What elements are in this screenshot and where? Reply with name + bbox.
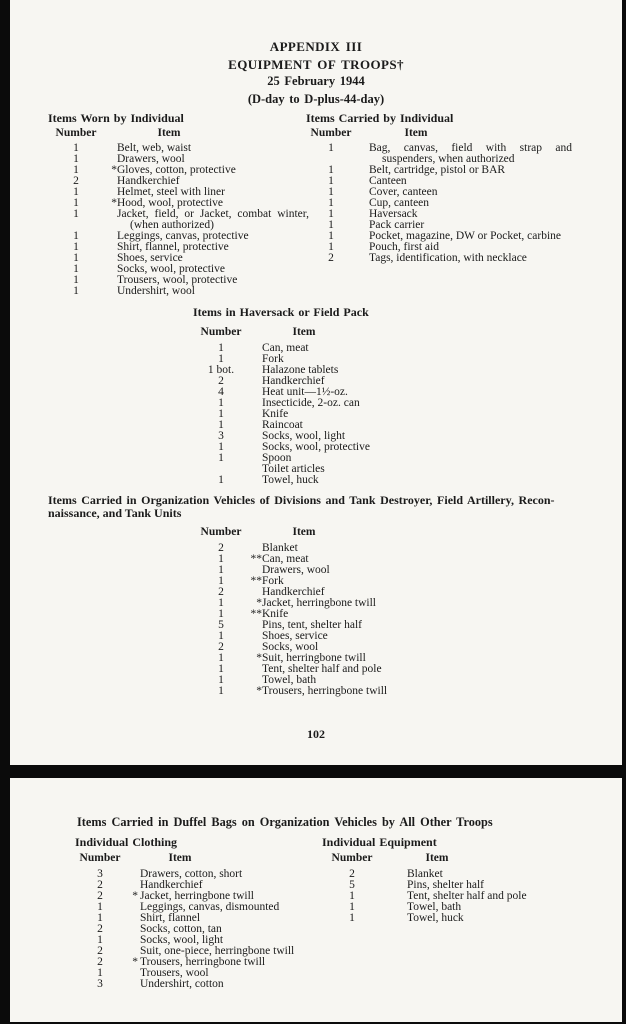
item-asterisk — [356, 220, 369, 231]
item-asterisk: * — [111, 197, 117, 209]
item-asterisk — [382, 902, 395, 913]
item-count: 1 — [218, 441, 224, 453]
column-header-row — [75, 852, 322, 865]
section-heading: Items Worn by Individual — [48, 111, 184, 125]
item-asterisk — [249, 354, 262, 365]
item-asterisk: ** — [250, 575, 262, 587]
item-label: Socks, wool, light — [262, 430, 346, 442]
item-count: 1 — [328, 197, 334, 209]
item-count: 1 — [218, 353, 224, 365]
table-row — [306, 143, 606, 165]
item-count: 1 — [218, 408, 224, 420]
item-count: 1 bot. — [207, 364, 235, 376]
item-count: 1 — [73, 186, 79, 198]
item-label: Leggings, canvas, protective — [117, 230, 249, 242]
item-count: 2 — [218, 586, 224, 598]
column-header-row — [193, 526, 622, 539]
item-count: 1 — [218, 419, 224, 431]
page-number: 102 — [307, 727, 325, 741]
item-label: Knife — [262, 408, 289, 420]
page-102 — [10, 0, 622, 765]
document-date: 25 February 1944 — [267, 74, 365, 88]
table-row — [193, 653, 622, 664]
item-asterisk — [356, 198, 369, 209]
item-count: 5 — [349, 879, 355, 891]
item-label: Tent, shelter half and pole — [407, 890, 527, 902]
table-row — [193, 442, 622, 453]
item-label: Socks, wool — [262, 641, 319, 653]
item-label: Suit, one-piece, herringbone twill — [140, 945, 295, 957]
item-asterisk: ** — [250, 608, 262, 620]
table-row — [306, 231, 606, 242]
table-row — [193, 409, 622, 420]
item-count: 2 — [328, 252, 334, 264]
items-list — [193, 343, 622, 486]
item-asterisk — [249, 464, 262, 475]
number-column-header: Number — [200, 326, 242, 338]
item-count: 1 — [328, 230, 334, 242]
item-label: Insecticide, 2-oz. can — [262, 397, 360, 409]
section-heading-line1: Items Carried in Organization Vehicles of Divisions and Tank Destroyer, Field Artillery, Recon- — [48, 493, 555, 507]
item-count: 1 — [328, 241, 334, 253]
item-count: 1 — [73, 263, 79, 275]
table-row — [306, 198, 606, 209]
table-row — [306, 187, 606, 198]
section-organization-vehicles — [10, 494, 622, 697]
section-items-carried — [306, 112, 606, 297]
item-label: Drawers, cotton, short — [140, 868, 243, 880]
item-label: Undershirt, cotton — [140, 978, 224, 990]
item-asterisk — [104, 143, 117, 154]
column-header-row — [322, 852, 612, 865]
item-count: 2 — [349, 868, 355, 880]
item-count: 2 — [97, 923, 103, 935]
section-haversack — [193, 306, 622, 486]
item-asterisk — [104, 176, 117, 187]
item-count: 1 — [218, 575, 224, 587]
item-count: 3 — [218, 430, 224, 442]
number-column-header: Number — [200, 526, 242, 538]
item-count: 3 — [97, 978, 103, 990]
table-row — [193, 686, 622, 697]
item-count: 1 — [73, 230, 79, 242]
table-row — [193, 387, 622, 398]
document-subtitle: (D-day to D-plus-44-day) — [247, 91, 385, 106]
item-label: Handkerchief — [262, 375, 325, 387]
item-asterisk — [382, 880, 395, 891]
item-label: Handkerchief — [140, 879, 203, 891]
item-count: 1 — [73, 197, 79, 209]
item-label: Pocket, magazine, DW or Pocket, carbine — [369, 230, 562, 242]
item-column-header: Item — [168, 852, 192, 864]
item-column-header: Item — [292, 526, 316, 538]
item-count: 1 — [218, 663, 224, 675]
item-asterisk: * — [132, 956, 138, 968]
item-asterisk — [125, 924, 138, 935]
item-column-header: Item — [292, 326, 316, 338]
section-heading: Individual Clothing — [75, 835, 178, 849]
item-label: Fork — [262, 575, 284, 587]
item-count: 1 — [218, 674, 224, 686]
page-break-gap — [10, 765, 622, 778]
item-count: 1 — [218, 564, 224, 576]
item-count: 1 — [73, 241, 79, 253]
item-count: 1 — [218, 553, 224, 565]
item-count: 1 — [328, 142, 334, 154]
table-row — [193, 365, 622, 376]
item-count: 1 — [218, 597, 224, 609]
item-label: Cup, canteen — [369, 197, 430, 209]
item-label: Pins, tent, shelter half — [262, 619, 362, 631]
table-row — [193, 664, 622, 675]
item-label: Towel, huck — [407, 912, 464, 924]
organization-vehicles-table — [193, 526, 622, 697]
item-label: Hood, wool, protective — [117, 197, 224, 209]
item-count: 2 — [218, 542, 224, 554]
item-count: 1 — [97, 912, 103, 924]
item-label: Socks, cotton, tan — [140, 923, 222, 935]
item-label: Can, meat — [262, 553, 309, 565]
column-header-row — [48, 127, 306, 140]
item-asterisk — [125, 935, 138, 946]
item-asterisk — [382, 891, 395, 902]
item-label: Tent, shelter half and pole — [262, 663, 382, 675]
item-count: 1 — [97, 934, 103, 946]
item-count: 2 — [218, 641, 224, 653]
item-count: 1 — [218, 342, 224, 354]
item-count: 2 — [97, 890, 103, 902]
table-row — [306, 176, 606, 187]
item-asterisk: * — [132, 890, 138, 902]
item-label: Knife — [262, 608, 289, 620]
item-asterisk — [125, 968, 138, 979]
section-heading: Individual Equipment — [322, 835, 437, 849]
table-row — [193, 376, 622, 387]
item-count: 1 — [73, 208, 79, 220]
number-column-header: Number — [55, 127, 97, 139]
item-label: Towel, huck — [262, 474, 319, 486]
item-label: Jacket, herringbone twill — [140, 890, 255, 902]
item-asterisk — [382, 869, 395, 880]
page-103-top — [10, 778, 622, 1022]
column-header-row — [306, 127, 606, 140]
item-count: 1 — [218, 474, 224, 486]
item-label: Fork — [262, 353, 284, 365]
section-heading: Items Carried by Individual — [306, 111, 454, 125]
item-asterisk: * — [256, 652, 262, 664]
item-label: Suit, herringbone twill — [262, 652, 366, 664]
item-label: Socks, wool, protective — [117, 263, 225, 275]
item-count: 1 — [328, 175, 334, 187]
item-count: 1 — [73, 285, 79, 297]
item-label: Cover, canteen — [369, 186, 438, 198]
item-asterisk — [249, 409, 262, 420]
item-asterisk — [356, 143, 369, 165]
item-count: 1 — [73, 274, 79, 286]
item-count: 1 — [218, 397, 224, 409]
item-asterisk — [104, 253, 117, 264]
item-label: Towel, bath — [262, 674, 317, 686]
item-label: Shoes, service — [262, 630, 328, 642]
item-count: 1 — [349, 912, 355, 924]
item-asterisk — [356, 231, 369, 242]
item-asterisk — [249, 442, 262, 453]
item-count: 1 — [218, 685, 224, 697]
item-asterisk — [356, 253, 369, 264]
item-label: Leggings, canvas, dismounted — [140, 901, 280, 913]
item-asterisk: ** — [250, 553, 262, 565]
item-asterisk — [356, 209, 369, 220]
table-row — [322, 891, 612, 902]
item-label: Drawers, wool — [262, 564, 330, 576]
item-count: 2 — [73, 175, 79, 187]
items-list — [75, 869, 322, 990]
item-count: 1 — [218, 652, 224, 664]
item-count: 1 — [73, 153, 79, 165]
item-column-header: Item — [425, 852, 449, 864]
item-asterisk — [125, 869, 138, 880]
item-asterisk — [356, 165, 369, 176]
appendix-title: APPENDIX III — [269, 39, 363, 54]
item-asterisk — [249, 398, 262, 409]
item-asterisk — [249, 365, 262, 376]
item-asterisk — [249, 431, 262, 442]
individual-items-columns — [10, 112, 622, 297]
item-count: 1 — [218, 452, 224, 464]
items-list — [48, 142, 309, 297]
item-count: 1 — [97, 967, 103, 979]
item-label: Belt, web, waist — [117, 142, 192, 154]
item-label: Raincoat — [262, 419, 303, 431]
section-heading: Items in Haversack or Field Pack — [193, 305, 369, 319]
item-count: 5 — [218, 619, 224, 631]
table-row — [75, 979, 322, 990]
item-label: Helmet, steel with liner — [117, 186, 225, 198]
item-asterisk — [104, 275, 117, 286]
table-row — [306, 209, 606, 220]
item-count: 3 — [97, 868, 103, 880]
section-individual-equipment — [322, 836, 612, 990]
item-asterisk — [356, 176, 369, 187]
item-count: 1 — [73, 252, 79, 264]
table-row — [193, 453, 622, 464]
item-label: Trousers, wool, protective — [117, 274, 238, 286]
section-heading-line2: naissance, and Tank Units — [48, 505, 182, 520]
item-asterisk — [249, 631, 262, 642]
table-row — [48, 286, 306, 297]
item-column-header: Item — [157, 127, 181, 139]
section-heading — [48, 494, 622, 519]
item-asterisk — [104, 242, 117, 253]
table-row — [193, 431, 622, 442]
item-label: Handkerchief — [117, 175, 180, 187]
item-asterisk — [104, 231, 117, 242]
item-label: Bag, canvas, field with strap and suspenders, when authorized — [369, 142, 572, 165]
table-row — [193, 343, 622, 354]
item-count: 1 — [97, 901, 103, 913]
table-row — [322, 902, 612, 913]
items-list — [322, 869, 612, 924]
item-label: Shirt, flannel — [140, 912, 201, 924]
table-row — [322, 913, 612, 924]
item-label: Towel, bath — [407, 901, 462, 913]
column-header-row — [193, 326, 622, 339]
item-count: 2 — [218, 375, 224, 387]
item-asterisk — [125, 913, 138, 924]
item-count: 1 — [218, 630, 224, 642]
item-label: Handkerchief — [262, 586, 325, 598]
item-asterisk — [382, 913, 395, 924]
item-count: 2 — [97, 945, 103, 957]
item-column-header: Item — [404, 127, 428, 139]
item-label: Gloves, cotton, protective — [117, 164, 236, 176]
item-label: Trousers, herringbone twill — [262, 685, 388, 697]
item-label: Trousers, herringbone twill — [140, 956, 266, 968]
item-asterisk — [356, 242, 369, 253]
item-count: 1 — [328, 208, 334, 220]
item-label: Belt, cartridge, pistol or BAR — [369, 164, 506, 176]
item-label: Pouch, first aid — [369, 241, 439, 253]
section-items-worn — [48, 111, 309, 297]
number-column-header: Number — [79, 852, 121, 864]
item-count: 1 — [328, 164, 334, 176]
table-row — [193, 554, 622, 565]
items-list — [193, 543, 622, 697]
item-count: 4 — [218, 386, 224, 398]
table-row — [306, 165, 606, 176]
item-asterisk: * — [111, 164, 117, 176]
item-label: Spoon — [262, 452, 292, 464]
item-label: Shoes, service — [117, 252, 183, 264]
item-asterisk — [249, 420, 262, 431]
item-label: Haversack — [369, 208, 418, 220]
item-asterisk — [104, 209, 117, 231]
item-label: Trousers, wool — [140, 967, 209, 979]
table-row — [48, 208, 309, 231]
table-row — [193, 620, 622, 631]
item-count: 1 — [328, 219, 334, 231]
item-label: Pack carrier — [369, 219, 425, 231]
item-asterisk — [356, 187, 369, 198]
item-asterisk — [104, 286, 117, 297]
item-asterisk — [125, 979, 138, 990]
item-asterisk — [104, 264, 117, 275]
item-asterisk — [249, 343, 262, 354]
item-asterisk — [249, 664, 262, 675]
item-asterisk — [249, 387, 262, 398]
item-label: Can, meat — [262, 342, 309, 354]
item-label: Drawers, wool — [117, 153, 185, 165]
item-count: 2 — [97, 879, 103, 891]
item-label: Socks, wool, protective — [262, 441, 370, 453]
item-label: Toilet articles — [262, 463, 325, 475]
item-label: Undershirt, wool — [117, 285, 195, 297]
section-individual-clothing — [75, 836, 322, 990]
item-label: Pins, shelter half — [407, 879, 484, 891]
item-count: 1 — [349, 901, 355, 913]
table-row — [193, 631, 622, 642]
item-count: 2 — [97, 956, 103, 968]
table-row — [306, 253, 606, 264]
table-row — [193, 420, 622, 431]
item-label: Halazone tablets — [262, 364, 339, 376]
item-asterisk — [125, 902, 138, 913]
item-label: Blanket — [262, 542, 298, 554]
document-title: EQUIPMENT OF TROOPS† — [228, 56, 404, 72]
table-row — [193, 398, 622, 409]
duffel-bags-section-title: Items Carried in Duffel Bags on Organization Vehicles by All Other Troops — [77, 815, 493, 829]
item-asterisk — [249, 376, 262, 387]
document-header — [10, 38, 622, 108]
item-count: 1 — [73, 142, 79, 154]
table-row — [193, 475, 622, 486]
item-asterisk: * — [256, 685, 262, 697]
item-count: 1 — [328, 186, 334, 198]
item-asterisk — [249, 453, 262, 464]
item-asterisk — [249, 475, 262, 486]
item-count: 1 — [218, 608, 224, 620]
number-column-header: Number — [331, 852, 373, 864]
item-label: Canteen — [369, 175, 407, 187]
table-row — [193, 354, 622, 365]
item-label: Jacket, herringbone twill — [262, 597, 377, 609]
duffel-columns — [10, 836, 622, 990]
item-count: 1 — [349, 890, 355, 902]
item-asterisk: * — [256, 597, 262, 609]
item-label: Blanket — [407, 868, 443, 880]
table-row — [193, 576, 622, 587]
item-asterisk — [249, 620, 262, 631]
item-label: Jacket, field, or Jacket, combat winter, (when authorized) — [117, 208, 309, 231]
number-column-header: Number — [310, 127, 352, 139]
item-label: Heat unit—1½-oz. — [262, 386, 348, 398]
item-label: Shirt, flannel, protective — [117, 241, 229, 253]
table-row — [193, 464, 622, 475]
item-label: Tags, identification, with necklace — [369, 252, 527, 264]
item-label: Socks, wool, light — [140, 934, 224, 946]
table-row — [193, 609, 622, 620]
item-count: 1 — [73, 164, 79, 176]
items-list — [306, 143, 606, 264]
